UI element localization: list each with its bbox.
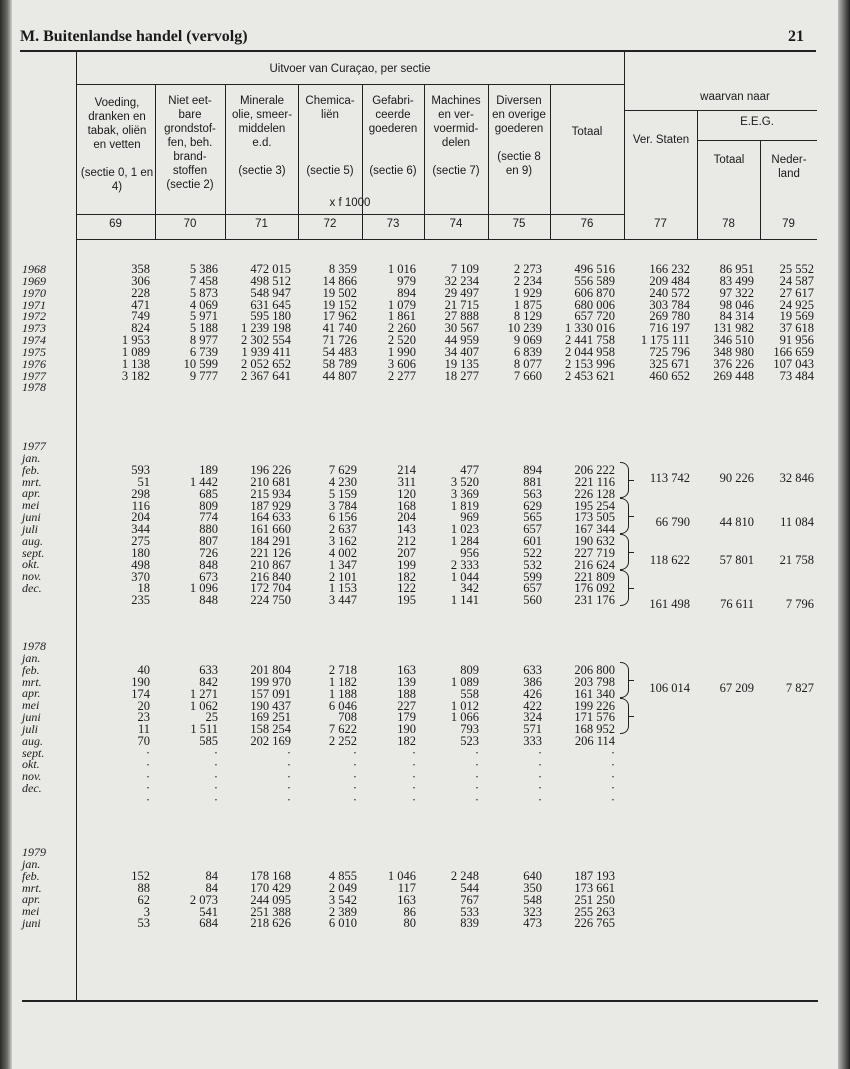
quarter-brace: [620, 498, 629, 534]
q3-1977-eeg-totaal: 57 801: [719, 553, 754, 567]
waarvan-rule: [625, 110, 817, 111]
header-diversen: Diversen en overige goederen (sectie 8 en 9): [492, 95, 546, 177]
super-header-rule: [76, 84, 624, 85]
q1-1978-verstaten: 106 014: [649, 681, 690, 695]
col-number: 74: [449, 218, 463, 230]
header-minerale-olie: Minerale olie, smeer-middelen e.d. (sectie 3): [231, 95, 293, 177]
col-gefabriceerde-1978: 163 139 188 227 179 190 182 · · · · ·: [397, 663, 416, 808]
col-rule-3: [298, 84, 299, 240]
col-number: 70: [183, 218, 197, 230]
col-totaal-1979: 187 193 173 661 251 250 255 263 226 765: [574, 869, 615, 931]
header-machines: Machines en ver-voermid-delen (sectie 7): [431, 95, 481, 177]
col-verstaten-years: 166 232 209 484 240 572 303 784 269 780 716 197 1 175 111 725 796 325 671 460 652: [640, 262, 690, 383]
col-gefabriceerde-years: 1 016 979 894 1 079 1 861 2 260 2 520 1 990 3 606 2 277: [387, 262, 416, 383]
col-diversen-1978: 633 386 426 422 324 571 333 · · · · ·: [523, 663, 542, 808]
col-number: 76: [580, 218, 594, 230]
q4-1977-eeg-totaal: 76 611: [720, 597, 754, 611]
waarvan-naar-header: waarvan naar: [700, 91, 770, 103]
col-machines-1978: 809 1 089 558 1 012 1 066 793 523 · · · · ·: [450, 663, 479, 808]
quarter-brace: [620, 662, 629, 698]
col-minerale-years: 472 015 498 512 548 947 631 645 595 180 1 239 198 2 302 554 1 939 411 2 052 652 2 367 641: [241, 262, 291, 383]
month-labels-1978: 1978 jan. feb. mrt. apr. mei juni juli aug. sept. okt. nov. dec.: [22, 639, 46, 796]
label-column-rule: [76, 52, 77, 1002]
q2-1977-verstaten: 66 790: [655, 515, 690, 529]
col-number: 72: [323, 218, 337, 230]
col-rule-7: [550, 84, 551, 240]
col-number: 79: [782, 218, 795, 230]
super-header: Uitvoer van Curaçao, per sectie: [269, 63, 431, 75]
col-voeding-1979: 152 88 62 3 53: [131, 869, 150, 931]
col-totaal-years: 496 516 556 589 606 870 680 006 657 720 1 330 016 2 441 758 2 044 958 2 153 996 2 453 621: [565, 262, 615, 383]
col-rule-6: [488, 84, 489, 240]
unit-label: x f 1000: [329, 197, 371, 209]
quarter-brace: [620, 462, 629, 498]
header-grondstoffen: Niet eet-bare grondstof-fen, beh. brand-stoffen (sectie 2): [164, 95, 216, 191]
col-machines-1977: 477 3 520 3 369 1 819 969 1 023 1 284 956 2 333 1 044 342 1 141: [450, 463, 479, 608]
col-number: 71: [255, 218, 268, 230]
col-grondstoffen-1979: 84 84 2 073 541 684: [189, 869, 218, 931]
page-edge: [838, 0, 850, 1069]
eeg-header: E.E.G.: [740, 116, 774, 128]
header-nederland: Neder-land: [771, 154, 807, 180]
header-eeg-totaal: Totaal: [713, 154, 745, 166]
col-diversen-1979: 640 350 548 323 473: [523, 869, 542, 931]
header-voeding: Voeding, dranken en tabak, oliën en vetten (sectie 0, 1 en 4): [80, 97, 154, 193]
col-chemicalien-years: 8 359 14 866 19 502 19 152 17 962 41 740 71 726 54 483 58 789 44 807: [322, 262, 357, 383]
top-rule: [20, 50, 816, 52]
header-ver-staten: Ver. Staten: [632, 134, 690, 146]
col-number: 69: [109, 218, 122, 230]
col-minerale-1979: 178 168 170 429 244 095 251 388 218 626: [250, 869, 291, 931]
col-gefabriceerde-1979: 1 046 117 163 86 80: [387, 869, 416, 931]
q2-1977-nederland: 11 084: [780, 515, 814, 529]
unit-rule: [76, 214, 624, 215]
col-eeg-totaal-years: 86 951 83 499 97 322 98 046 84 314 131 982 346 510 348 980 376 226 269 448: [713, 262, 754, 383]
bottom-rule: [22, 1000, 818, 1002]
q3-1977-verstaten: 118 622: [649, 553, 690, 567]
col-grondstoffen-1977: 189 1 442 685 809 774 880 807 726 848 673 1 096 848: [189, 463, 218, 608]
col-machines-years: 7 109 32 234 29 497 21 715 27 888 30 567 44 959 34 407 19 135 18 277: [444, 262, 479, 383]
col-number: 77: [654, 218, 667, 230]
q3-1977-nederland: 21 758: [779, 553, 814, 567]
col-number-rule: [76, 239, 817, 240]
col-voeding-1977: 593 51 298 116 204 344 275 180 498 370 18 235: [131, 463, 150, 608]
col-machines-1979: 2 248 544 767 533 839: [450, 869, 479, 931]
col-chemicalien-1978: 2 718 1 182 1 188 6 046 708 7 622 2 252 · · · · ·: [328, 663, 357, 808]
q1-1977-eeg-totaal: 90 226: [719, 471, 754, 485]
col-chemicalien-1979: 4 855 2 049 3 542 2 389 6 010: [328, 869, 357, 931]
col-minerale-1978: 201 804 199 970 157 091 190 437 169 251 158 254 202 169 · · · · ·: [250, 663, 291, 808]
col-chemicalien-1977: 7 629 4 230 5 159 3 784 6 156 2 637 3 162 4 002 1 347 2 101 1 153 3 447: [328, 463, 357, 608]
col-diversen-years: 2 273 2 234 1 929 1 875 8 129 10 239 9 069 6 839 8 077 7 660: [507, 262, 542, 383]
header-gefabriceerde: Gefabri-ceerde goederen (sectie 6): [368, 95, 418, 177]
month-labels-1979: 1979 jan. feb. mrt. apr. mei juni: [22, 845, 46, 931]
q4-1977-nederland: 7 796: [785, 597, 814, 611]
col-number: 73: [386, 218, 400, 230]
col-number: 75: [512, 218, 526, 230]
month-labels-1977: 1977 jan. feb. mrt. apr. mei juni juli aug. sept. okt. nov. dec.: [22, 439, 46, 596]
col-totaal-1978: 206 800 203 798 161 340 199 226 171 576 168 952 206 114 · · · · ·: [574, 663, 615, 808]
q2-1977-eeg-totaal: 44 810: [719, 515, 754, 529]
col-rule-5: [424, 84, 425, 240]
destination-rule: [624, 52, 625, 240]
col-grondstoffen-1978: 633 842 1 271 1 062 25 1 511 585 · · · · ·: [189, 663, 218, 808]
col-minerale-1977: 196 226 210 681 215 934 187 929 164 633 161 660 184 291 221 126 210 867 216 840 172 704 224 750: [250, 463, 291, 608]
q1-1977-verstaten: 113 742: [649, 471, 690, 485]
col-gefabriceerde-1977: 214 311 120 168 204 143 212 207 199 182 122 195: [397, 463, 416, 608]
header-totaal: Totaal: [571, 126, 603, 138]
col-rule-2: [225, 84, 226, 240]
quarter-brace: [620, 570, 629, 606]
col-voeding-years: 358 306 228 471 749 824 1 953 1 089 1 138 3 182: [121, 262, 150, 383]
col-nederland-years: 25 552 24 587 27 617 24 925 19 569 37 618 91 956 166 659 107 043 73 484: [773, 262, 814, 383]
page-number: 21: [788, 28, 804, 45]
col-voeding-1978: 40 190 174 20 23 11 70 · · · · ·: [131, 663, 150, 808]
col-rule-4: [362, 84, 363, 240]
book-spine: [0, 0, 12, 1069]
quarter-brace: [620, 534, 629, 570]
page-title: M. Buitenlandse handel (vervolg): [20, 28, 248, 45]
q4-1977-verstaten: 161 498: [649, 597, 690, 611]
quarter-brace: [620, 698, 629, 734]
year-labels: 1968 1969 1970 1971 1972 1973 1974 1975 1976 1977 1978: [22, 262, 46, 395]
eeg-rule: [697, 140, 817, 141]
col-totaal-1977: 206 222 221 116 226 128 195 254 173 505 167 344 190 632 227 719 216 624 221 809 176 092 231 176: [574, 463, 615, 608]
header-chemicalien: Chemica-liën (sectie 5): [305, 95, 355, 177]
q1-1978-eeg-totaal: 67 209: [719, 681, 754, 695]
q1-1977-nederland: 32 846: [779, 471, 814, 485]
col-grondstoffen-years: 5 386 7 458 5 873 4 069 5 971 5 188 8 977 6 739 10 599 9 777: [183, 262, 218, 383]
col-number: 78: [722, 218, 735, 230]
col-rule-1: [155, 84, 156, 240]
col-diversen-1977: 894 881 563 629 565 657 601 522 532 599 657 560: [523, 463, 542, 608]
q1-1978-nederland: 7 827: [785, 681, 814, 695]
